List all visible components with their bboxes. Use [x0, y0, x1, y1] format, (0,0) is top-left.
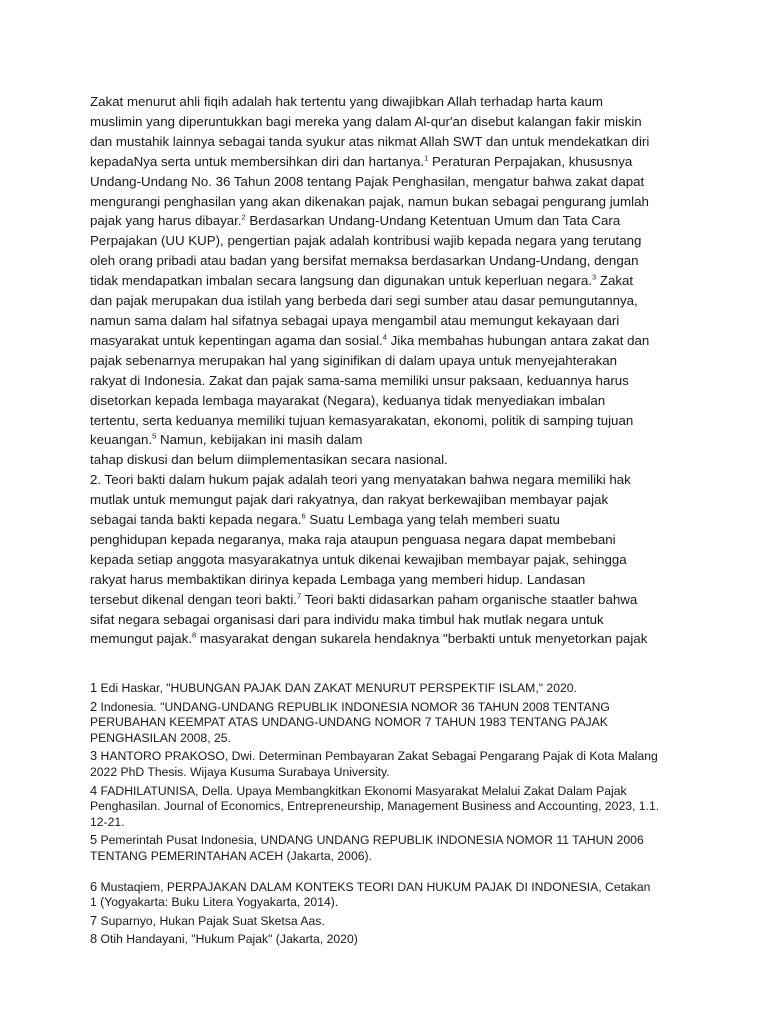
footnote-number: 7	[90, 912, 98, 928]
footnote-item	[90, 783, 690, 831]
body-text-segment: Perpajakan (UU KUP), pengertian pajak adalah kontribusi wajib kepada negara yang terutang	[90, 233, 642, 249]
footnote-text: TENTANG PEMERINTAHAN ACEH (Jakarta, 2006).	[90, 848, 372, 863]
footnote-reference[interactable]: 4	[382, 332, 387, 342]
body-text-segment: Undang-Undang No. 36 Tahun 2008 tentang Pajak Penghasilan, mengatur bahwa zakat dapat	[90, 173, 645, 189]
body-line	[90, 530, 690, 550]
footnote-line	[90, 895, 690, 911]
footnote-text: 12-21.	[90, 814, 125, 829]
footnote-item	[90, 913, 690, 930]
footnote-line	[90, 783, 690, 800]
body-line	[90, 271, 690, 291]
body-line	[90, 629, 690, 649]
body-line	[90, 92, 690, 112]
body-text-segment: tertentu, serta keduanya memiliki tujuan kemasyarakatan, ekonomi, politik di samping tujuan	[90, 412, 634, 428]
footnote-reference[interactable]: 1	[424, 153, 429, 163]
footnote-line	[90, 815, 690, 831]
body-line	[90, 311, 690, 331]
footnote-line	[90, 832, 690, 849]
footnote-reference[interactable]: 8	[192, 631, 197, 641]
footnote-reference[interactable]: 6	[301, 511, 306, 521]
footnote-item	[90, 748, 690, 780]
body-line	[90, 112, 690, 132]
footnote-text: HANTORO PRAKOSO, Dwi. Determinan Pembayaran Zakat Sebagai Pengarang Pajak di Kota Malang	[100, 749, 658, 764]
footnote-text: Suparnyo, Hukan Pajak Suat Sketsa Aas.	[100, 913, 325, 928]
footnote-text: PENGHASILAN 2008, 25.	[90, 730, 231, 745]
footnote-text: Mustaqiem, PERPAJAKAN DALAM KONTEKS TEORI DAN HUKUM PAJAK DI INDONESIA, Cetakan	[100, 879, 651, 894]
body-text-segment: Jika membahas hubungan antara zakat dan	[386, 332, 650, 348]
footnote-text: PERUBAHAN KEEMPAT ATAS UNDANG-UNDANG NOMOR 7 TAHUN 1983 TENTANG PAJAK	[90, 715, 608, 730]
body-line	[90, 490, 690, 510]
body-text-segment: tersebut dikenal dengan teori bakti.	[90, 591, 297, 607]
body-text-segment: pajak yang harus dibayar.	[90, 213, 242, 229]
body-line	[90, 251, 690, 271]
body-text-segment: Peraturan Perpajakan, khususnya	[428, 153, 633, 169]
body-line	[90, 470, 690, 490]
body-text-segment: Teori bakti didasarkan paham organische staatler bahwa	[301, 591, 638, 607]
footnote-text: FADHILATUNISA, Della. Upaya Membangkitkan Ekonomi Masyarakat Melalui Zakat Dalam Pajak	[100, 783, 627, 798]
footnote-text: Penghasilan. Journal of Economics, Entrepreneurship, Management Business and Accounting, 2023, 1.1.	[90, 799, 660, 814]
footnote-line	[90, 748, 690, 765]
body-line	[90, 430, 690, 450]
body-text-segment: oleh orang pribadi atau badan yang bersifat memaksa berdasarkan Undang-Undang, dengan	[90, 253, 639, 269]
footnote-number: 5	[90, 832, 98, 848]
footnote-number: 6	[90, 878, 98, 894]
body-text-segment: masyarakat dengan sukarela hendaknya "berbakti untuk menyetorkan pajak	[196, 631, 648, 647]
body-line	[90, 610, 690, 630]
footnote-text: 2022 PhD Thesis. Wijaya Kusuma Surabaya University.	[90, 764, 390, 779]
footnote-text: Otih Handayani, "Hukum Pajak" (Jakarta, 2020)	[100, 932, 358, 947]
footnotes-section	[90, 680, 690, 950]
footnote-line	[90, 931, 690, 948]
body-line	[90, 192, 690, 212]
body-text-segment: penghidupan kepada negaranya, maka raja ataupun penguasa negara dapat membebani	[90, 531, 616, 547]
footnote-text: Edi Haskar, "HUBUNGAN PAJAK DAN ZAKAT MENURUT PERSPEKTIF ISLAM," 2020.	[100, 681, 577, 695]
footnote-text: Indonesia. "UNDANG-UNDANG REPUBLIK INDONESIA NOMOR 36 TAHUN 2008 TENTANG	[100, 699, 610, 714]
body-text-segment: pajak sebenarnya merupakan hal yang siginifikan di dalam upaya untuk menyejahterakan	[90, 352, 618, 368]
footnote-line	[90, 913, 690, 930]
body-line	[90, 590, 690, 610]
footnote-number: 3	[90, 748, 98, 764]
body-text-segment: sifat negara sebagai organisasi dari para individu maka timbul hak mutlak negara untuk	[90, 611, 604, 627]
body-text-segment: Berdasarkan Undang-Undang Ketentuan Umum dan Tata Cara	[245, 213, 621, 229]
body-text-segment: dan mustahik lainnya sebagai tanda syukur atas nikmat Allah SWT dan untuk mendekatkan diri	[90, 133, 650, 149]
body-line	[90, 371, 690, 391]
body-text-segment: namun sama dalam hal sifatnya sebagai upaya mengambil atau memungut kekayaan dari	[90, 312, 620, 328]
footnote-item	[90, 832, 690, 864]
body-line	[90, 351, 690, 371]
footnote-line	[90, 799, 690, 815]
body-text-segment: rakyat di Indonesia. Zakat dan pajak sama-sama memiliki unsur paksaan, keduannya harus	[90, 372, 629, 388]
body-line	[90, 510, 690, 530]
body-text-segment: 2. Teori bakti dalam hukum pajak adalah teori yang menyatakan bahwa negara memiliki hak	[90, 472, 631, 488]
body-text-segment: Namun, kebijakan ini masih dalam	[156, 432, 363, 448]
footnote-number: 4	[90, 782, 98, 798]
body-text-segment: memungut pajak.	[90, 631, 192, 647]
footnote-line	[90, 879, 690, 896]
footnote-line	[90, 731, 690, 747]
body-text-segment: kepada setiap anggota masyarakatnya untuk dikenai kewajiban membayar pajak, sehingga	[90, 551, 627, 567]
footnote-number: 2	[90, 698, 98, 714]
body-text-segment: keuangan.	[90, 432, 153, 448]
document-body	[90, 92, 690, 649]
body-text-segment: masyarakat untuk kepentingan agama dan sosial.	[90, 332, 383, 348]
body-text-segment: Zakat	[596, 273, 634, 289]
footnote-number: 1	[90, 680, 98, 695]
footnote-text: 1 (Yogyakarta: Buku Litera Yogyakarta, 2014).	[90, 895, 339, 910]
footnote-item	[90, 931, 690, 948]
body-text-segment: tidak mendapatkan imbalan secara langsung dan digunakan untuk keperluan negara.	[90, 273, 592, 289]
footnote-item	[90, 879, 690, 911]
body-line	[90, 211, 690, 231]
body-line	[90, 172, 690, 192]
body-text-segment: mutlak untuk memungut pajak dari rakyatnya, dan rakyat berkewajiban membayar pajak	[90, 492, 609, 508]
body-line	[90, 331, 690, 351]
body-text-segment: tahap diskusi dan belum diimplementasikan secara nasional.	[90, 452, 448, 468]
footnote-item	[90, 699, 690, 747]
footnote-number: 8	[90, 931, 98, 947]
footnote-line	[90, 699, 690, 716]
footnote-line	[90, 849, 690, 865]
footnote-reference[interactable]: 2	[241, 213, 246, 223]
body-text-segment: rakyat harus membaktikan dirinya kepada Lembaga yang memberi hidup. Landasan	[90, 571, 586, 587]
footnote-reference[interactable]: 3	[591, 272, 597, 282]
body-paragraph	[90, 92, 690, 649]
body-line	[90, 550, 690, 570]
body-line	[90, 132, 690, 152]
body-line	[90, 152, 690, 172]
footnote-line	[90, 715, 690, 731]
footnote-line	[90, 680, 690, 697]
body-line	[90, 291, 690, 311]
body-text-segment: mengurangi penghasilan yang akan dikenakan pajak, namun bukan sebagai pengurang jumlah	[90, 193, 649, 209]
body-line	[90, 231, 690, 251]
body-text-segment: Zakat menurut ahli fiqih adalah hak tertentu yang diwajibkan Allah terhadap harta kaum	[90, 94, 603, 109]
body-text-segment: sebagai tanda bakti kepada negara.	[90, 512, 302, 528]
body-text-segment: Suatu Lembaga yang telah memberi suatu	[305, 512, 560, 528]
body-line	[90, 570, 690, 590]
body-text-segment: muslimin yang diperuntukkan bagi mereka yang dalam Al-qur'an disebut kalangan fakir miskin	[90, 113, 642, 129]
body-text-segment: kepadaNya serta untuk membersihkan diri dan hartanya.	[90, 153, 425, 169]
footnote-reference[interactable]: 7	[296, 591, 302, 601]
body-text-segment: disetorkan kepada lembaga mayarakat (Negara), keduanya tidak menyediakan imbalan	[90, 392, 606, 408]
footnote-item	[90, 680, 690, 697]
footnote-text: Pemerintah Pusat Indonesia, UNDANG UNDANG REPUBLIK INDONESIA NOMOR 11 TAHUN 2006	[100, 833, 644, 848]
body-text-segment: dan pajak merupakan dua istilah yang berbeda dari segi sumber atau dasar pemungutannya,	[90, 293, 638, 309]
body-line	[90, 391, 690, 411]
body-line	[90, 411, 690, 431]
body-line	[90, 450, 690, 470]
footnote-reference[interactable]: 5	[152, 431, 157, 441]
footnote-line	[90, 765, 690, 781]
